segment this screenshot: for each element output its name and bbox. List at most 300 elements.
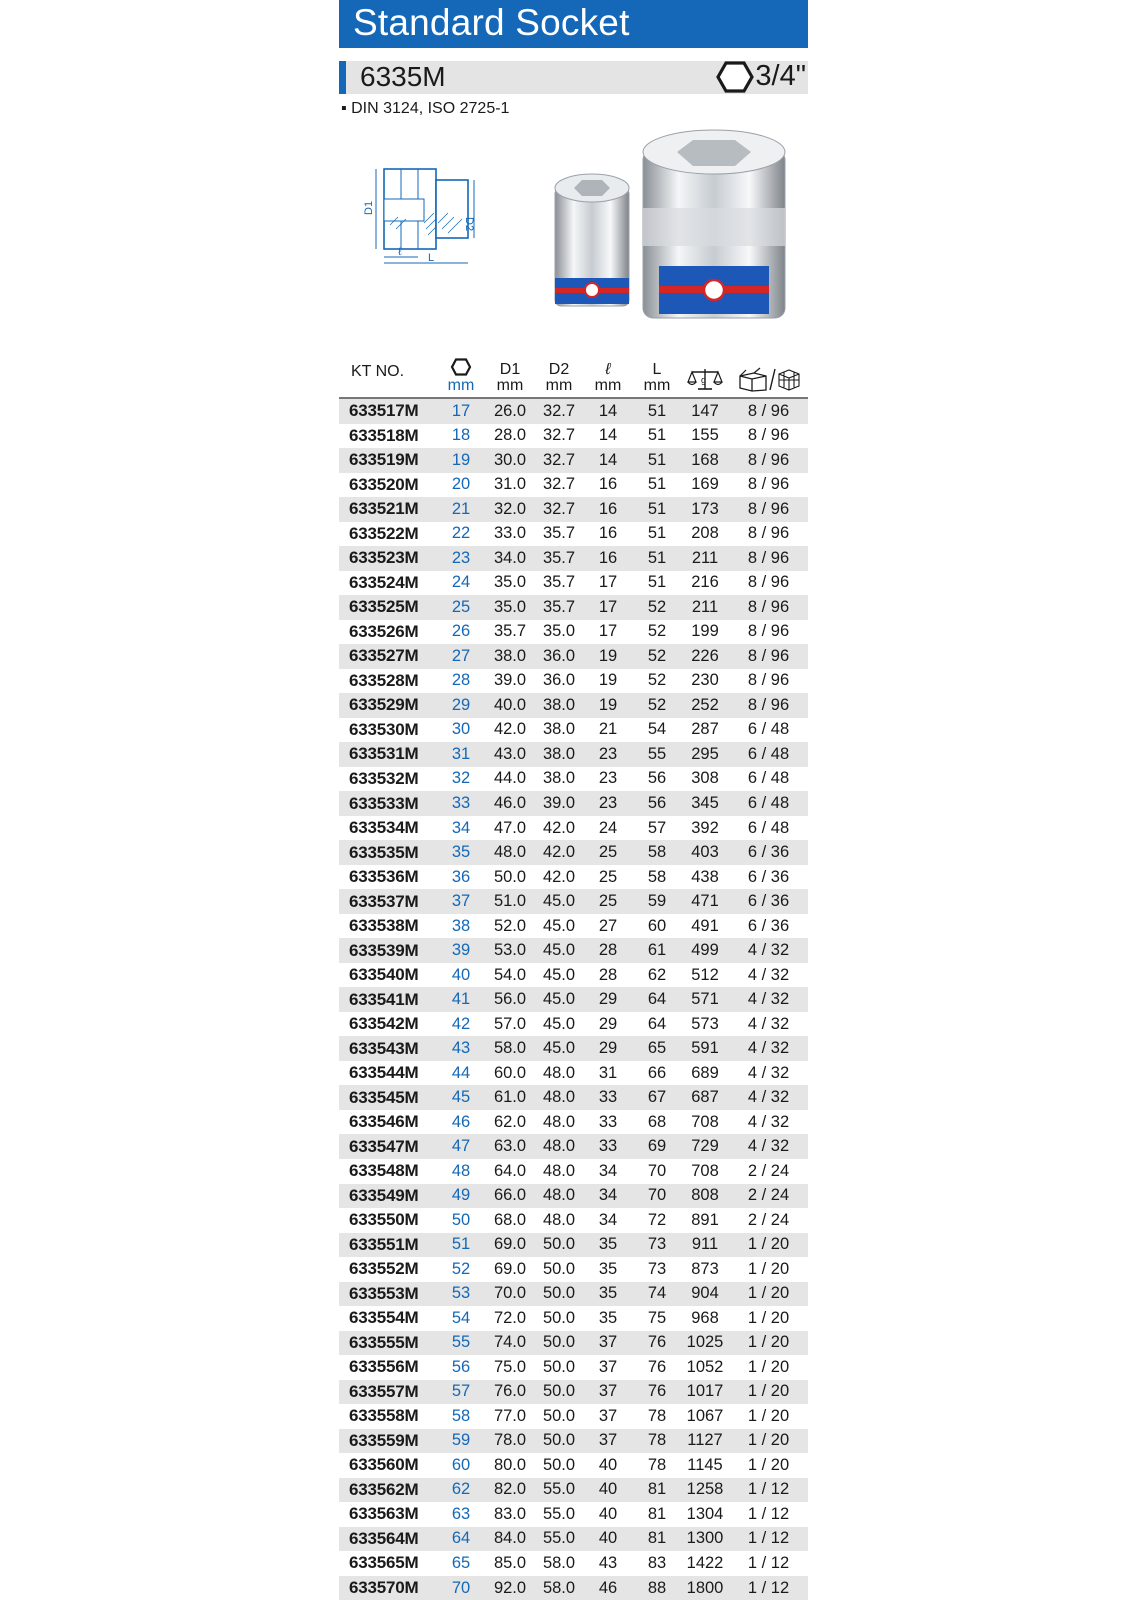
- cell-l-small: 34: [583, 1184, 633, 1209]
- cell-weight: 438: [691, 867, 719, 886]
- cell-size: 55: [437, 1331, 485, 1356]
- cell-kt-no: 633546M: [349, 1112, 419, 1132]
- col-l-label: L: [652, 361, 662, 378]
- cell-pack: 1 / 12: [729, 1576, 808, 1600]
- cell-kt-no: 633534M: [349, 818, 419, 838]
- cell-l-small: 23: [598, 769, 618, 788]
- cell-d1: 50.0: [493, 867, 527, 886]
- cell-weight: 708: [691, 1161, 719, 1180]
- cell-d2: 55.0: [535, 1478, 583, 1503]
- cell-weight: 571: [681, 987, 729, 1012]
- col-d1: [485, 350, 535, 398]
- cell-pack: 2 / 24: [747, 1161, 790, 1180]
- cell-weight: 173: [681, 497, 729, 522]
- cell-weight: 252: [681, 693, 729, 718]
- cell-weight: 403: [681, 840, 729, 865]
- col-d2-label: D2: [548, 361, 570, 378]
- cell-pack: 4 / 32: [729, 1134, 808, 1159]
- standard-note: ▪ DIN 3124, ISO 2725-1: [341, 100, 510, 117]
- cell-weight: 491: [691, 916, 719, 935]
- cell-size: 54: [451, 1308, 471, 1327]
- cell-d1: 35.7: [493, 622, 527, 641]
- table-row: [339, 1453, 808, 1478]
- table-row: [339, 1159, 808, 1184]
- cell-size: 32: [451, 769, 471, 788]
- cell-weight: 345: [681, 791, 729, 816]
- cell-d1: 61.0: [485, 1085, 535, 1110]
- cell-l: 72: [647, 1210, 667, 1229]
- cell-weight: 689: [691, 1063, 719, 1082]
- cell-size: 59: [437, 1429, 485, 1454]
- cell-weight: 295: [681, 742, 729, 767]
- cell-size: 49: [437, 1184, 485, 1209]
- cell-l-small: 35: [583, 1233, 633, 1258]
- table-row: [339, 669, 808, 694]
- cell-d2: 45.0: [535, 889, 583, 914]
- cell-d1: 72.0: [493, 1308, 527, 1327]
- cell-kt-no: 633532M: [349, 768, 419, 788]
- cell-d2: 45.0: [542, 916, 576, 935]
- cell-l-small: 34: [598, 1161, 618, 1180]
- cell-d2: 32.7: [535, 448, 583, 473]
- cell-d2: 35.0: [542, 622, 576, 641]
- cell-weight: 1422: [686, 1553, 724, 1572]
- cell-l: 52: [633, 595, 681, 620]
- cell-l: 81: [647, 1504, 667, 1523]
- cell-l: 78: [647, 1455, 667, 1474]
- cell-d2: 32.7: [542, 475, 576, 494]
- col-l-small: [583, 350, 633, 398]
- cell-d2: 48.0: [542, 1210, 576, 1229]
- cell-size: 28: [451, 671, 471, 690]
- cell-d1: 28.0: [493, 426, 527, 445]
- cell-l: 64: [633, 987, 681, 1012]
- cell-pack: 8 / 96: [729, 595, 808, 620]
- cell-kt-no: 633570M: [339, 1576, 437, 1600]
- cell-l-small: 37: [583, 1429, 633, 1454]
- table-row: [339, 398, 808, 424]
- table-header-row: [339, 350, 808, 398]
- cell-l-small: 25: [598, 867, 618, 886]
- cell-l: 52: [647, 671, 667, 690]
- cell-l: 65: [633, 1036, 681, 1061]
- cell-d2: 48.0: [542, 1063, 576, 1082]
- cell-l: 52: [633, 693, 681, 718]
- cell-d2: 50.0: [542, 1308, 576, 1327]
- table-row: [339, 1061, 808, 1086]
- cell-d1: 78.0: [485, 1429, 535, 1454]
- cell-d2: 32.7: [535, 497, 583, 522]
- cell-kt-no: 633563M: [349, 1504, 419, 1524]
- cell-weight: 308: [691, 769, 719, 788]
- cell-d1: 39.0: [493, 671, 527, 690]
- model-number: 6335M: [360, 61, 446, 92]
- cell-size: 26: [451, 622, 471, 641]
- label-d1: D1: [363, 200, 375, 215]
- cell-l: 73: [633, 1233, 681, 1258]
- cell-weight: 211: [681, 546, 729, 571]
- cell-d1: 69.0: [485, 1233, 535, 1258]
- cell-weight: 1800: [681, 1576, 729, 1600]
- cell-d2: 35.7: [542, 573, 576, 592]
- cell-kt-no: 633541M: [339, 987, 437, 1012]
- cell-d2: 32.7: [535, 398, 583, 424]
- table-row: [339, 987, 808, 1012]
- cell-pack: 8 / 96: [747, 524, 790, 543]
- table-row: [339, 889, 808, 914]
- cell-pack: 1 / 20: [729, 1429, 808, 1454]
- cell-pack: 8 / 96: [729, 497, 808, 522]
- col-d1-label: D1: [499, 361, 521, 378]
- cell-kt-no: 633559M: [339, 1429, 437, 1454]
- cell-l: 69: [633, 1134, 681, 1159]
- cell-l: 59: [633, 889, 681, 914]
- cell-l: 58: [647, 867, 667, 886]
- cell-d2: 55.0: [542, 1504, 576, 1523]
- table-row: [339, 1404, 808, 1429]
- cell-size: 23: [437, 546, 485, 571]
- col-l: [633, 350, 681, 398]
- table-row: [339, 742, 808, 767]
- cell-weight: 155: [691, 426, 719, 445]
- cell-d2: 55.0: [535, 1527, 583, 1552]
- cell-size: 50: [451, 1210, 471, 1229]
- cell-kt-no: 633554M: [349, 1308, 419, 1328]
- cell-l: 58: [633, 840, 681, 865]
- cell-kt-no: 633528M: [349, 670, 419, 690]
- cell-kt-no: 633549M: [339, 1184, 437, 1209]
- cell-size: 17: [437, 398, 485, 424]
- cell-kt-no: 633562M: [339, 1478, 437, 1503]
- col-weight: [681, 350, 729, 398]
- table-row: [339, 1208, 808, 1233]
- cell-d2: 38.0: [535, 693, 583, 718]
- label-d2: D2: [463, 217, 475, 232]
- cell-d2: 45.0: [542, 1014, 576, 1033]
- table-row: [339, 1331, 808, 1356]
- cell-weight: 708: [691, 1112, 719, 1131]
- cell-l-small: 25: [583, 840, 633, 865]
- cell-d2: 48.0: [542, 1161, 576, 1180]
- cell-weight: 873: [691, 1259, 719, 1278]
- cell-d2: 35.7: [542, 524, 576, 543]
- cell-d1: 56.0: [485, 987, 535, 1012]
- cell-l-small: 23: [583, 791, 633, 816]
- cell-l-small: 40: [598, 1455, 618, 1474]
- cell-d2: 45.0: [542, 965, 576, 984]
- cell-d1: 54.0: [493, 965, 527, 984]
- col-d1-unit: mm: [496, 377, 524, 394]
- cell-size: 40: [451, 965, 471, 984]
- cell-d2: 36.0: [542, 671, 576, 690]
- cell-l-small: 34: [598, 1210, 618, 1229]
- cell-l: 51: [647, 426, 667, 445]
- cell-kt-no: 633551M: [339, 1233, 437, 1258]
- table-row: [339, 1502, 808, 1527]
- table-row: [339, 1134, 808, 1159]
- cell-kt-no: 633521M: [339, 497, 437, 522]
- page-title: Standard Socket: [353, 2, 630, 43]
- socket-dimension-diagram: [363, 163, 478, 275]
- cell-l-small: 33: [583, 1085, 633, 1110]
- cell-l-small: 17: [598, 573, 618, 592]
- cell-weight: 392: [691, 818, 719, 837]
- cell-d2: 32.7: [542, 426, 576, 445]
- cell-pack: 4 / 32: [747, 1063, 790, 1082]
- cell-weight: 1145: [687, 1455, 723, 1474]
- cell-d1: 58.0: [485, 1036, 535, 1061]
- cell-weight: 1067: [686, 1406, 724, 1425]
- cell-l-small: 40: [583, 1478, 633, 1503]
- table-row: [339, 1233, 808, 1258]
- table-row: [339, 424, 808, 449]
- table-row: [339, 546, 808, 571]
- cell-pack: 6 / 36: [729, 840, 808, 865]
- cell-d1: 47.0: [493, 818, 527, 837]
- cell-l: 75: [647, 1308, 667, 1327]
- table-row: [339, 644, 808, 669]
- cell-d2: 50.0: [542, 1259, 576, 1278]
- col-d2: [535, 350, 583, 398]
- cell-l-small: 19: [598, 671, 618, 690]
- cell-l: 76: [633, 1380, 681, 1405]
- model-bar-accent: [339, 61, 346, 94]
- cell-d2: 48.0: [535, 1085, 583, 1110]
- large-socket: [643, 130, 785, 318]
- table-row: [339, 865, 808, 890]
- cell-d2: 35.7: [535, 546, 583, 571]
- cell-d1: 42.0: [493, 720, 527, 739]
- cell-kt-no: 633565M: [349, 1553, 419, 1573]
- cell-pack: 4 / 32: [747, 1112, 790, 1131]
- cell-kt-no: 633519M: [339, 448, 437, 473]
- cell-weight: 287: [691, 720, 719, 739]
- cell-l-small: 33: [598, 1112, 618, 1131]
- col-d2-unit: mm: [545, 377, 573, 394]
- cell-l: 57: [647, 818, 667, 837]
- cell-l: 56: [647, 769, 667, 788]
- cell-d1: 60.0: [493, 1063, 527, 1082]
- small-socket: [555, 174, 629, 306]
- cell-d2: 38.0: [542, 720, 576, 739]
- cell-pack: 6 / 48: [747, 720, 790, 739]
- cell-kt-no: 633536M: [349, 867, 419, 887]
- cell-l: 78: [633, 1429, 681, 1454]
- cell-l-small: 16: [598, 475, 618, 494]
- cell-d2: 42.0: [542, 818, 576, 837]
- cell-l-small: 35: [598, 1308, 618, 1327]
- cell-pack: 8 / 96: [747, 475, 790, 494]
- col-size: [437, 350, 485, 398]
- cell-size: 51: [437, 1233, 485, 1258]
- cell-weight: 211: [681, 595, 729, 620]
- cell-pack: 1 / 20: [747, 1357, 790, 1376]
- cell-kt-no: 633527M: [339, 644, 437, 669]
- cell-d1: 35.0: [493, 573, 527, 592]
- cell-kt-no: 633518M: [349, 425, 419, 445]
- cell-kt-no: 633550M: [349, 1210, 419, 1230]
- cell-d1: 77.0: [493, 1406, 527, 1425]
- cell-pack: 8 / 96: [729, 448, 808, 473]
- cell-d2: 48.0: [542, 1112, 576, 1131]
- cell-size: 29: [437, 693, 485, 718]
- cell-size: 65: [451, 1553, 471, 1572]
- cell-l: 70: [647, 1161, 667, 1180]
- cell-kt-no: 633545M: [339, 1085, 437, 1110]
- table-row: [339, 816, 808, 841]
- col-pack: [729, 350, 808, 398]
- table-row: [339, 473, 808, 498]
- table-row: [339, 1085, 808, 1110]
- cell-pack: 4 / 32: [747, 965, 790, 984]
- table-row: [339, 1110, 808, 1135]
- cell-l: 51: [633, 398, 681, 424]
- cell-size: 47: [437, 1134, 485, 1159]
- table-row: [339, 1380, 808, 1405]
- cell-l: 76: [633, 1331, 681, 1356]
- cell-kt-no: 633552M: [349, 1259, 419, 1279]
- cell-kt-no: 633522M: [349, 523, 419, 543]
- cell-weight: 891: [691, 1210, 719, 1229]
- standard-note-text: DIN 3124, ISO 2725-1: [351, 100, 510, 117]
- cell-weight: 911: [681, 1233, 729, 1258]
- cell-d2: 50.0: [535, 1429, 583, 1454]
- cell-l-small: 35: [598, 1259, 618, 1278]
- cell-kt-no: 633537M: [339, 889, 437, 914]
- cell-weight: 1300: [681, 1527, 729, 1552]
- cell-size: 53: [437, 1282, 485, 1307]
- cell-l-small: 27: [598, 916, 618, 935]
- cell-l-small: 29: [583, 987, 633, 1012]
- cell-d2: 38.0: [535, 742, 583, 767]
- cell-l: 56: [633, 791, 681, 816]
- cell-d1: 32.0: [485, 497, 535, 522]
- socket-product-photo: [555, 140, 805, 330]
- table-row: [339, 1527, 808, 1552]
- cell-l: 61: [633, 938, 681, 963]
- cell-kt-no: 633539M: [339, 938, 437, 963]
- table-row: [339, 1429, 808, 1454]
- cell-l: 66: [647, 1063, 667, 1082]
- cell-pack: 4 / 32: [729, 938, 808, 963]
- cell-l-small: 28: [583, 938, 633, 963]
- cell-l: 52: [633, 644, 681, 669]
- cell-size: 27: [437, 644, 485, 669]
- col-l-small-label: ℓ: [605, 361, 611, 378]
- cell-kt-no: 633544M: [349, 1063, 419, 1083]
- cell-d2: 45.0: [535, 1036, 583, 1061]
- cell-l: 51: [633, 448, 681, 473]
- table-row: [339, 1282, 808, 1307]
- cell-l-small: 23: [583, 742, 633, 767]
- cell-l: 51: [647, 524, 667, 543]
- cell-kt-no: 633555M: [339, 1331, 437, 1356]
- cell-pack: 1 / 20: [747, 1455, 790, 1474]
- cell-l: 81: [633, 1527, 681, 1552]
- title-bar: [339, 0, 808, 48]
- cell-pack: 1 / 12: [747, 1504, 790, 1523]
- table-row: [339, 1184, 808, 1209]
- cell-kt-no: 633538M: [349, 916, 419, 936]
- col-l-unit: mm: [643, 377, 671, 394]
- cell-pack: 8 / 96: [729, 398, 808, 424]
- cell-d1: 30.0: [485, 448, 535, 473]
- cell-pack: 6 / 48: [729, 791, 808, 816]
- cell-l-small: 29: [583, 1036, 633, 1061]
- drive-size-label: 3/4": [755, 60, 806, 92]
- cell-l: 55: [633, 742, 681, 767]
- cell-weight: 1304: [686, 1504, 724, 1523]
- cell-kt-no: 633564M: [339, 1527, 437, 1552]
- cell-pack: 6 / 36: [747, 867, 790, 886]
- cell-l: 88: [633, 1576, 681, 1600]
- cell-l-small: 14: [583, 448, 633, 473]
- cell-d2: 48.0: [535, 1134, 583, 1159]
- col-kt-no-label: KT NO.: [351, 363, 405, 380]
- cell-l-small: 16: [583, 497, 633, 522]
- cell-weight: 591: [681, 1036, 729, 1061]
- cell-l-small: 29: [598, 1014, 618, 1033]
- cell-weight: 216: [691, 573, 719, 592]
- cell-size: 57: [437, 1380, 485, 1405]
- cell-size: 64: [437, 1527, 485, 1552]
- cell-kt-no: 633523M: [339, 546, 437, 571]
- cell-d1: 70.0: [485, 1282, 535, 1307]
- cell-size: 62: [437, 1478, 485, 1503]
- cell-l: 51: [633, 497, 681, 522]
- cell-l-small: 46: [583, 1576, 633, 1600]
- table-row: [339, 497, 808, 522]
- cell-size: 37: [437, 889, 485, 914]
- col-kt-no: [339, 350, 437, 398]
- cell-size: 36: [451, 867, 471, 886]
- cell-kt-no: 633543M: [339, 1036, 437, 1061]
- cell-size: 63: [451, 1504, 471, 1523]
- cell-l-small: 37: [583, 1331, 633, 1356]
- cell-d2: 39.0: [535, 791, 583, 816]
- cell-d2: 45.0: [535, 987, 583, 1012]
- cell-l: 52: [647, 622, 667, 641]
- cell-l-small: 37: [598, 1406, 618, 1425]
- cell-size: 70: [437, 1576, 485, 1600]
- cell-size: 21: [437, 497, 485, 522]
- label-l: L: [428, 252, 435, 264]
- cell-l-small: 19: [583, 693, 633, 718]
- cell-pack: 1 / 12: [729, 1478, 808, 1503]
- cell-size: 60: [451, 1455, 471, 1474]
- cell-weight: 904: [681, 1282, 729, 1307]
- col-size-unit: mm: [447, 377, 475, 394]
- cell-size: 35: [437, 840, 485, 865]
- table-row: [339, 1551, 808, 1576]
- cell-size: 24: [451, 573, 471, 592]
- cell-weight: 573: [691, 1014, 719, 1033]
- cell-l-small: 21: [598, 720, 618, 739]
- cell-kt-no: 633557M: [339, 1380, 437, 1405]
- cell-size: 52: [451, 1259, 471, 1278]
- cell-pack: 4 / 32: [729, 1085, 808, 1110]
- cell-weight: 208: [691, 524, 719, 543]
- svg-text:g: g: [701, 375, 707, 385]
- table-row: [339, 840, 808, 865]
- cell-d1: 40.0: [485, 693, 535, 718]
- cell-kt-no: 633531M: [339, 742, 437, 767]
- cell-pack: 8 / 96: [747, 573, 790, 592]
- cell-size: 38: [451, 916, 471, 935]
- cell-weight: 169: [691, 475, 719, 494]
- cell-pack: 8 / 96: [747, 671, 790, 690]
- cell-l: 60: [647, 916, 667, 935]
